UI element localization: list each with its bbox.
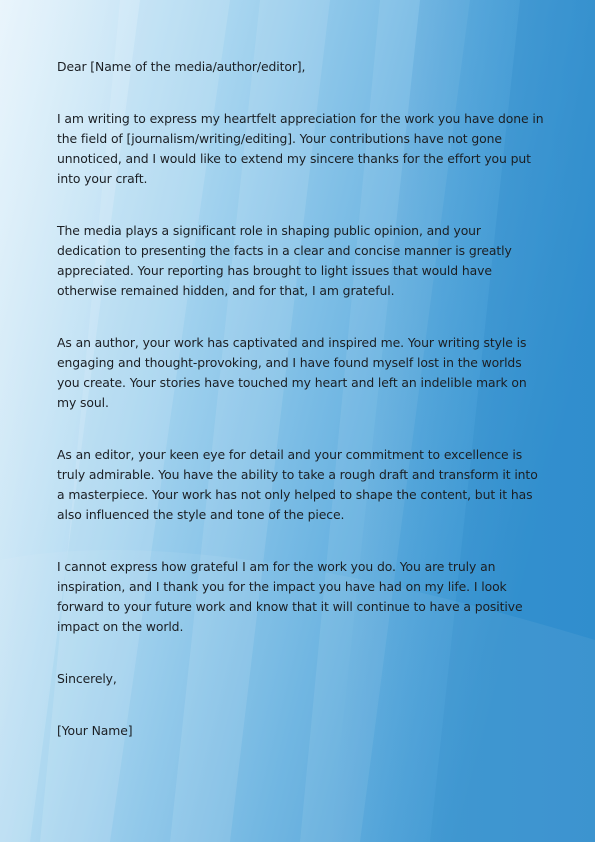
- paragraph-5: I cannot express how grateful I am for the work you do. You are truly an inspiration, and I thank you for the impact you have had on my life. I look forward to your future work and know that it will continue to have a positive impact on the world.: [57, 559, 523, 634]
- closing: Sincerely,: [57, 671, 117, 686]
- paragraph-3: As an author, your work has captivated and inspired me. Your writing style is engaging and thought-provoking, and I have found myself lost in the worlds you create. Your stories have touched my heart and left an indelible mark on my soul.: [57, 335, 527, 410]
- paragraph-2: The media plays a significant role in shaping public opinion, and your dedication to presenting the facts in a clear and concise manner is greatly appreciated. Your reporting has brought to light issues that would have otherwise remained hidden, and for that, I am grateful.: [57, 223, 512, 298]
- signature: [Your Name]: [57, 723, 133, 738]
- paragraph-1: I am writing to express my heartfelt appreciation for the work you have done in the field of [journalism/writing/editing]. Your contributions have not gone unnoticed, and I would like to extend my sincere thanks for the effort you put into your craft.: [57, 111, 544, 186]
- paragraph-4: As an editor, your keen eye for detail and your commitment to excellence is truly admirable. You have the ability to take a rough draft and transform it into a masterpiece. Your work has not only helped to shape the content, but it has also influenced the style and tone of the piece.: [57, 447, 538, 522]
- letter-body: [57, 57, 547, 741]
- salutation: Dear [Name of the media/author/editor],: [57, 59, 306, 74]
